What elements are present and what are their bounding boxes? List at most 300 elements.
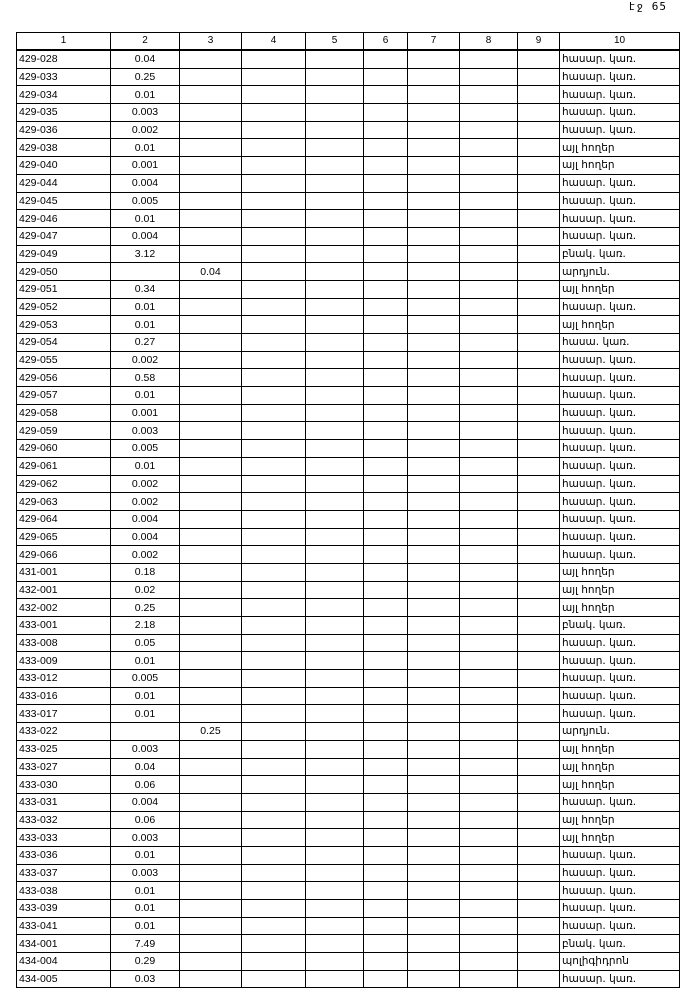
data-table bbox=[16, 32, 680, 988]
empty-cell bbox=[460, 599, 518, 617]
land-use-cell: այլ հողեր bbox=[560, 811, 680, 829]
land-use-cell: հասար. կառ. bbox=[560, 846, 680, 864]
area-cell: 0.001 bbox=[111, 157, 180, 175]
column-header: 10 bbox=[560, 33, 680, 51]
area-col3-cell bbox=[180, 776, 242, 794]
area-cell: 0.58 bbox=[111, 369, 180, 387]
empty-cell bbox=[306, 457, 364, 475]
empty-cell bbox=[364, 528, 408, 546]
land-use-cell: այլ հողեր bbox=[560, 740, 680, 758]
empty-cell bbox=[518, 740, 560, 758]
empty-cell bbox=[518, 758, 560, 776]
empty-cell bbox=[460, 705, 518, 723]
parcel-code-cell: 433-032 bbox=[17, 811, 111, 829]
empty-cell bbox=[408, 280, 460, 298]
empty-cell bbox=[460, 882, 518, 900]
empty-cell bbox=[518, 634, 560, 652]
land-use-cell: հասար. կառ. bbox=[560, 440, 680, 458]
empty-cell bbox=[408, 634, 460, 652]
table-row bbox=[17, 369, 680, 387]
empty-cell bbox=[460, 298, 518, 316]
empty-cell bbox=[306, 599, 364, 617]
land-use-cell: հասար. կառ. bbox=[560, 687, 680, 705]
empty-cell bbox=[408, 227, 460, 245]
empty-cell bbox=[364, 50, 408, 68]
empty-cell bbox=[364, 263, 408, 281]
area-cell: 0.01 bbox=[111, 139, 180, 157]
empty-cell bbox=[408, 740, 460, 758]
empty-cell bbox=[460, 811, 518, 829]
empty-cell bbox=[242, 758, 306, 776]
empty-cell bbox=[364, 670, 408, 688]
empty-cell bbox=[306, 440, 364, 458]
parcel-code-cell: 429-049 bbox=[17, 245, 111, 263]
area-cell: 0.004 bbox=[111, 510, 180, 528]
area-col3-cell bbox=[180, 882, 242, 900]
empty-cell bbox=[242, 280, 306, 298]
area-col3-cell bbox=[180, 493, 242, 511]
parcel-code-cell: 429-061 bbox=[17, 457, 111, 475]
empty-cell bbox=[460, 387, 518, 405]
empty-cell bbox=[364, 104, 408, 122]
empty-cell bbox=[408, 687, 460, 705]
empty-cell bbox=[306, 652, 364, 670]
empty-cell bbox=[364, 86, 408, 104]
empty-cell bbox=[364, 510, 408, 528]
parcel-code-cell: 431-001 bbox=[17, 563, 111, 581]
table-row bbox=[17, 245, 680, 263]
area-col3-cell bbox=[180, 917, 242, 935]
empty-cell bbox=[518, 174, 560, 192]
table-row bbox=[17, 846, 680, 864]
table-row bbox=[17, 210, 680, 228]
area-col3-cell bbox=[180, 617, 242, 635]
area-col3-cell bbox=[180, 793, 242, 811]
empty-cell bbox=[460, 334, 518, 352]
table-row bbox=[17, 953, 680, 971]
area-cell: 0.01 bbox=[111, 917, 180, 935]
empty-cell bbox=[306, 121, 364, 139]
empty-cell bbox=[518, 882, 560, 900]
area-col3-cell bbox=[180, 210, 242, 228]
empty-cell bbox=[306, 369, 364, 387]
area-cell: 0.003 bbox=[111, 422, 180, 440]
empty-cell bbox=[306, 935, 364, 953]
parcel-code-cell: 433-025 bbox=[17, 740, 111, 758]
table-row bbox=[17, 86, 680, 104]
empty-cell bbox=[460, 50, 518, 68]
area-cell: 0.01 bbox=[111, 316, 180, 334]
empty-cell bbox=[460, 581, 518, 599]
parcel-code-cell: 432-001 bbox=[17, 581, 111, 599]
empty-cell bbox=[306, 617, 364, 635]
empty-cell bbox=[364, 829, 408, 847]
empty-cell bbox=[242, 404, 306, 422]
area-col3-cell bbox=[180, 440, 242, 458]
empty-cell bbox=[408, 174, 460, 192]
area-col3-cell bbox=[180, 652, 242, 670]
parcel-code-cell: 433-001 bbox=[17, 617, 111, 635]
parcel-code-cell: 429-038 bbox=[17, 139, 111, 157]
area-cell: 0.01 bbox=[111, 846, 180, 864]
empty-cell bbox=[242, 50, 306, 68]
empty-cell bbox=[364, 900, 408, 918]
empty-cell bbox=[364, 493, 408, 511]
empty-cell bbox=[242, 369, 306, 387]
header-row bbox=[17, 33, 680, 51]
empty-cell bbox=[408, 404, 460, 422]
parcel-code-cell: 429-033 bbox=[17, 68, 111, 86]
parcel-code-cell: 429-046 bbox=[17, 210, 111, 228]
land-use-cell: հասար. կառ. bbox=[560, 510, 680, 528]
table-row bbox=[17, 440, 680, 458]
parcel-code-cell: 429-028 bbox=[17, 50, 111, 68]
parcel-code-cell: 429-065 bbox=[17, 528, 111, 546]
empty-cell bbox=[306, 157, 364, 175]
area-col3-cell bbox=[180, 86, 242, 104]
parcel-code-cell: 429-066 bbox=[17, 546, 111, 564]
empty-cell bbox=[306, 882, 364, 900]
land-use-cell: բնակ. կառ. bbox=[560, 245, 680, 263]
column-header: 3 bbox=[180, 33, 242, 51]
empty-cell bbox=[242, 776, 306, 794]
empty-cell bbox=[306, 510, 364, 528]
land-use-cell: հասար. կառ. bbox=[560, 528, 680, 546]
area-cell: 0.01 bbox=[111, 387, 180, 405]
empty-cell bbox=[364, 740, 408, 758]
empty-cell bbox=[306, 422, 364, 440]
empty-cell bbox=[518, 316, 560, 334]
table-row bbox=[17, 263, 680, 281]
empty-cell bbox=[364, 440, 408, 458]
empty-cell bbox=[460, 245, 518, 263]
empty-cell bbox=[306, 351, 364, 369]
parcel-code-cell: 429-063 bbox=[17, 493, 111, 511]
area-cell: 0.002 bbox=[111, 493, 180, 511]
area-col3-cell bbox=[180, 953, 242, 971]
empty-cell bbox=[460, 528, 518, 546]
area-col3-cell bbox=[180, 351, 242, 369]
empty-cell bbox=[518, 652, 560, 670]
empty-cell bbox=[364, 546, 408, 564]
area-col3-cell bbox=[180, 174, 242, 192]
land-use-cell: այլ հողեր bbox=[560, 280, 680, 298]
empty-cell bbox=[242, 829, 306, 847]
empty-cell bbox=[306, 723, 364, 741]
empty-cell bbox=[306, 581, 364, 599]
empty-cell bbox=[518, 723, 560, 741]
empty-cell bbox=[364, 227, 408, 245]
empty-cell bbox=[306, 900, 364, 918]
empty-cell bbox=[518, 687, 560, 705]
table-row bbox=[17, 422, 680, 440]
empty-cell bbox=[408, 210, 460, 228]
empty-cell bbox=[242, 563, 306, 581]
empty-cell bbox=[364, 687, 408, 705]
table-row bbox=[17, 882, 680, 900]
area-col3-cell bbox=[180, 811, 242, 829]
empty-cell bbox=[242, 687, 306, 705]
empty-cell bbox=[408, 617, 460, 635]
empty-cell bbox=[408, 457, 460, 475]
table-row bbox=[17, 970, 680, 988]
empty-cell bbox=[306, 528, 364, 546]
empty-cell bbox=[306, 953, 364, 971]
area-col3-cell bbox=[180, 634, 242, 652]
parcel-code-cell: 433-008 bbox=[17, 634, 111, 652]
parcel-code-cell: 429-057 bbox=[17, 387, 111, 405]
empty-cell bbox=[306, 917, 364, 935]
empty-cell bbox=[408, 758, 460, 776]
empty-cell bbox=[518, 953, 560, 971]
empty-cell bbox=[364, 298, 408, 316]
parcel-code-cell: 433-033 bbox=[17, 829, 111, 847]
empty-cell bbox=[408, 917, 460, 935]
empty-cell bbox=[408, 475, 460, 493]
empty-cell bbox=[408, 723, 460, 741]
land-use-cell: հասար. կառ. bbox=[560, 121, 680, 139]
empty-cell bbox=[460, 740, 518, 758]
empty-cell bbox=[460, 617, 518, 635]
area-cell: 0.18 bbox=[111, 563, 180, 581]
parcel-code-cell: 429-062 bbox=[17, 475, 111, 493]
area-cell: 0.06 bbox=[111, 776, 180, 794]
empty-cell bbox=[518, 157, 560, 175]
empty-cell bbox=[364, 935, 408, 953]
land-use-cell: հասար. կառ. bbox=[560, 634, 680, 652]
empty-cell bbox=[364, 634, 408, 652]
empty-cell bbox=[518, 457, 560, 475]
area-cell: 0.01 bbox=[111, 900, 180, 918]
empty-cell bbox=[242, 227, 306, 245]
column-header: 8 bbox=[460, 33, 518, 51]
area-col3-cell bbox=[180, 104, 242, 122]
area-col3-cell bbox=[180, 935, 242, 953]
parcel-code-cell: 433-036 bbox=[17, 846, 111, 864]
empty-cell bbox=[518, 917, 560, 935]
empty-cell bbox=[364, 581, 408, 599]
parcel-code-cell: 429-064 bbox=[17, 510, 111, 528]
empty-cell bbox=[408, 369, 460, 387]
empty-cell bbox=[242, 670, 306, 688]
empty-cell bbox=[306, 192, 364, 210]
empty-cell bbox=[408, 846, 460, 864]
land-use-cell: այլ հողեր bbox=[560, 581, 680, 599]
land-use-cell: հասար. կառ. bbox=[560, 670, 680, 688]
empty-cell bbox=[242, 493, 306, 511]
empty-cell bbox=[518, 369, 560, 387]
column-header: 5 bbox=[306, 33, 364, 51]
empty-cell bbox=[460, 440, 518, 458]
parcel-code-cell: 429-050 bbox=[17, 263, 111, 281]
parcel-code-cell: 429-060 bbox=[17, 440, 111, 458]
empty-cell bbox=[460, 687, 518, 705]
parcel-code-cell: 433-031 bbox=[17, 793, 111, 811]
area-cell: 2.18 bbox=[111, 617, 180, 635]
empty-cell bbox=[460, 846, 518, 864]
empty-cell bbox=[460, 174, 518, 192]
parcel-code-cell: 433-027 bbox=[17, 758, 111, 776]
empty-cell bbox=[518, 546, 560, 564]
empty-cell bbox=[460, 121, 518, 139]
empty-cell bbox=[460, 546, 518, 564]
column-header: 2 bbox=[111, 33, 180, 51]
area-cell: 0.03 bbox=[111, 970, 180, 988]
empty-cell bbox=[306, 245, 364, 263]
empty-cell bbox=[518, 970, 560, 988]
empty-cell bbox=[306, 404, 364, 422]
empty-cell bbox=[364, 245, 408, 263]
land-use-cell: հասար. կառ. bbox=[560, 50, 680, 68]
column-header: 9 bbox=[518, 33, 560, 51]
land-use-cell: հասար. կառ. bbox=[560, 298, 680, 316]
empty-cell bbox=[518, 811, 560, 829]
empty-cell bbox=[242, 157, 306, 175]
area-col3-cell bbox=[180, 510, 242, 528]
area-col3-cell bbox=[180, 563, 242, 581]
area-cell: 0.29 bbox=[111, 953, 180, 971]
empty-cell bbox=[364, 210, 408, 228]
area-col3-cell bbox=[180, 970, 242, 988]
table-row bbox=[17, 174, 680, 192]
table-row bbox=[17, 652, 680, 670]
area-cell: 0.25 bbox=[111, 68, 180, 86]
empty-cell bbox=[518, 705, 560, 723]
area-cell: 0.003 bbox=[111, 829, 180, 847]
parcel-code-cell: 433-012 bbox=[17, 670, 111, 688]
empty-cell bbox=[364, 157, 408, 175]
empty-cell bbox=[408, 493, 460, 511]
table-row bbox=[17, 334, 680, 352]
area-cell: 0.003 bbox=[111, 864, 180, 882]
empty-cell bbox=[306, 86, 364, 104]
area-cell: 0.02 bbox=[111, 581, 180, 599]
empty-cell bbox=[242, 935, 306, 953]
area-col3-cell bbox=[180, 316, 242, 334]
parcel-code-cell: 433-017 bbox=[17, 705, 111, 723]
table-row bbox=[17, 670, 680, 688]
area-cell: 0.005 bbox=[111, 440, 180, 458]
empty-cell bbox=[408, 121, 460, 139]
empty-cell bbox=[242, 86, 306, 104]
empty-cell bbox=[518, 581, 560, 599]
empty-cell bbox=[306, 104, 364, 122]
table-row bbox=[17, 104, 680, 122]
empty-cell bbox=[518, 139, 560, 157]
empty-cell bbox=[306, 670, 364, 688]
empty-cell bbox=[460, 723, 518, 741]
empty-cell bbox=[408, 563, 460, 581]
area-col3-cell bbox=[180, 846, 242, 864]
empty-cell bbox=[242, 298, 306, 316]
table-row bbox=[17, 192, 680, 210]
table-row bbox=[17, 687, 680, 705]
land-use-cell: այլ հողեր bbox=[560, 758, 680, 776]
empty-cell bbox=[306, 829, 364, 847]
empty-cell bbox=[242, 351, 306, 369]
parcel-code-cell: 433-037 bbox=[17, 864, 111, 882]
empty-cell bbox=[242, 475, 306, 493]
empty-cell bbox=[242, 528, 306, 546]
empty-cell bbox=[306, 316, 364, 334]
empty-cell bbox=[408, 86, 460, 104]
empty-cell bbox=[460, 210, 518, 228]
empty-cell bbox=[460, 864, 518, 882]
empty-cell bbox=[460, 634, 518, 652]
area-cell: 0.05 bbox=[111, 634, 180, 652]
empty-cell bbox=[306, 263, 364, 281]
empty-cell bbox=[408, 50, 460, 68]
empty-cell bbox=[518, 68, 560, 86]
empty-cell bbox=[306, 227, 364, 245]
land-use-cell: հասար. կառ. bbox=[560, 404, 680, 422]
empty-cell bbox=[242, 192, 306, 210]
empty-cell bbox=[242, 740, 306, 758]
land-use-cell: այլ հողեր bbox=[560, 599, 680, 617]
empty-cell bbox=[364, 139, 408, 157]
empty-cell bbox=[518, 280, 560, 298]
empty-cell bbox=[364, 475, 408, 493]
empty-cell bbox=[306, 811, 364, 829]
table-row bbox=[17, 139, 680, 157]
empty-cell bbox=[460, 475, 518, 493]
empty-cell bbox=[460, 422, 518, 440]
empty-cell bbox=[242, 793, 306, 811]
empty-cell bbox=[364, 970, 408, 988]
empty-cell bbox=[242, 652, 306, 670]
empty-cell bbox=[408, 705, 460, 723]
area-cell: 0.01 bbox=[111, 457, 180, 475]
empty-cell bbox=[364, 723, 408, 741]
area-cell: 0.04 bbox=[111, 50, 180, 68]
empty-cell bbox=[408, 970, 460, 988]
empty-cell bbox=[460, 351, 518, 369]
parcel-code-cell: 434-001 bbox=[17, 935, 111, 953]
empty-cell bbox=[242, 634, 306, 652]
area-col3-cell bbox=[180, 687, 242, 705]
empty-cell bbox=[364, 68, 408, 86]
table-row bbox=[17, 935, 680, 953]
area-cell: 0.004 bbox=[111, 227, 180, 245]
empty-cell bbox=[460, 263, 518, 281]
table-row bbox=[17, 157, 680, 175]
land-use-cell: հասար. կառ. bbox=[560, 652, 680, 670]
empty-cell bbox=[306, 970, 364, 988]
empty-cell bbox=[460, 776, 518, 794]
table-row bbox=[17, 280, 680, 298]
empty-cell bbox=[408, 157, 460, 175]
parcel-code-cell: 429-040 bbox=[17, 157, 111, 175]
land-use-cell: արդյուն. bbox=[560, 723, 680, 741]
parcel-code-cell: 433-009 bbox=[17, 652, 111, 670]
empty-cell bbox=[364, 280, 408, 298]
empty-cell bbox=[518, 793, 560, 811]
empty-cell bbox=[364, 334, 408, 352]
empty-cell bbox=[408, 935, 460, 953]
area-col3-cell bbox=[180, 68, 242, 86]
table-row bbox=[17, 563, 680, 581]
column-header: 1 bbox=[17, 33, 111, 51]
empty-cell bbox=[408, 334, 460, 352]
empty-cell bbox=[306, 139, 364, 157]
empty-cell bbox=[364, 599, 408, 617]
empty-cell bbox=[408, 546, 460, 564]
empty-cell bbox=[242, 599, 306, 617]
land-use-cell: պոլիգիդրոն bbox=[560, 953, 680, 971]
empty-cell bbox=[460, 793, 518, 811]
area-cell: 0.002 bbox=[111, 475, 180, 493]
empty-cell bbox=[242, 121, 306, 139]
